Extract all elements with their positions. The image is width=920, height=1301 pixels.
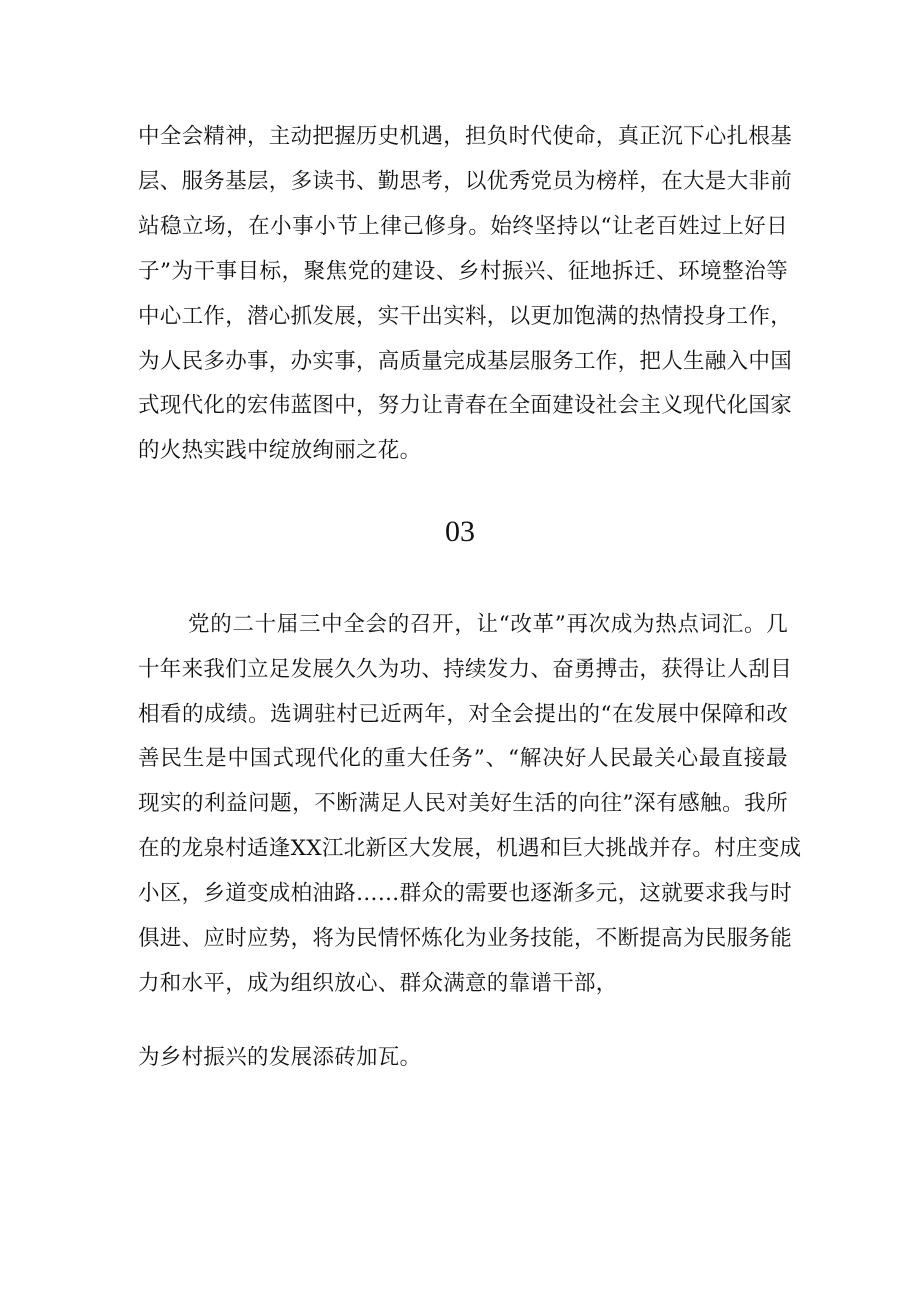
paragraph-line: 力和水平，成为组织放心、群众满意的靠谱干部， [138, 971, 618, 996]
paragraph-line: 中全会精神，主动把握历史机遇，担负时代使命，真正沉下心扎根基 [138, 124, 793, 149]
closing-line: 为乡村振兴的发展添砖加瓦。 [138, 1045, 422, 1070]
paragraph-line: 在的龙泉村适逢XX江北新区大发展，机遇和巨大挑战并存。村庄变成 [138, 836, 802, 861]
paragraph-line: 的火热实践中绽放绚丽之花。 [138, 438, 422, 463]
section-number: 03 [445, 515, 475, 548]
paragraph-line: 式现代化的宏伟蓝图中，努力让青春在全面建设社会主义现代化国家 [138, 393, 793, 418]
paragraph-line: 现实的利益问题，不断满足人民对美好生活的向往”深有感触。我所 [138, 791, 788, 816]
paragraph-line: 小区，乡道变成柏油路……群众的需要也逐渐多元，这就要求我与时 [138, 881, 793, 906]
paragraph-line: 俱进、应时应势，将为民情怀炼化为业务技能，不断提高为民服务能 [138, 926, 793, 951]
paragraph-line: 层、服务基层，多读书、勤思考，以优秀党员为榜样，在大是大非前 [138, 169, 793, 194]
paragraph-line: 站稳立场，在小事小节上律己修身。始终坚持以“让老百姓过上好日 [138, 214, 788, 239]
paragraph-line: 为人民多办事，办实事，高质量完成基层服务工作，把人生融入中国 [138, 349, 793, 374]
paragraph-line: 中心工作，潜心抓发展，实干出实料，以更加饱满的热情投身工作， [138, 304, 793, 329]
paragraph-line: 善民生是中国式现代化的重大任务”、“解决好人民最关心最直接最 [138, 746, 788, 771]
paragraph-line: 相看的成绩。选调驻村已近两年，对全会提出的“在发展中保障和改 [138, 702, 788, 727]
paragraph-line: 党的二十届三中全会的召开，让“改革”再次成为热点词汇。几 [188, 612, 788, 637]
paragraph-line: 十年来我们立足发展久久为功、持续发力、奋勇搏击，获得让人刮目 [138, 657, 793, 682]
paragraph-line: 子”为干事目标，聚焦党的建设、乡村振兴、征地拆迁、环境整治等 [138, 259, 788, 284]
